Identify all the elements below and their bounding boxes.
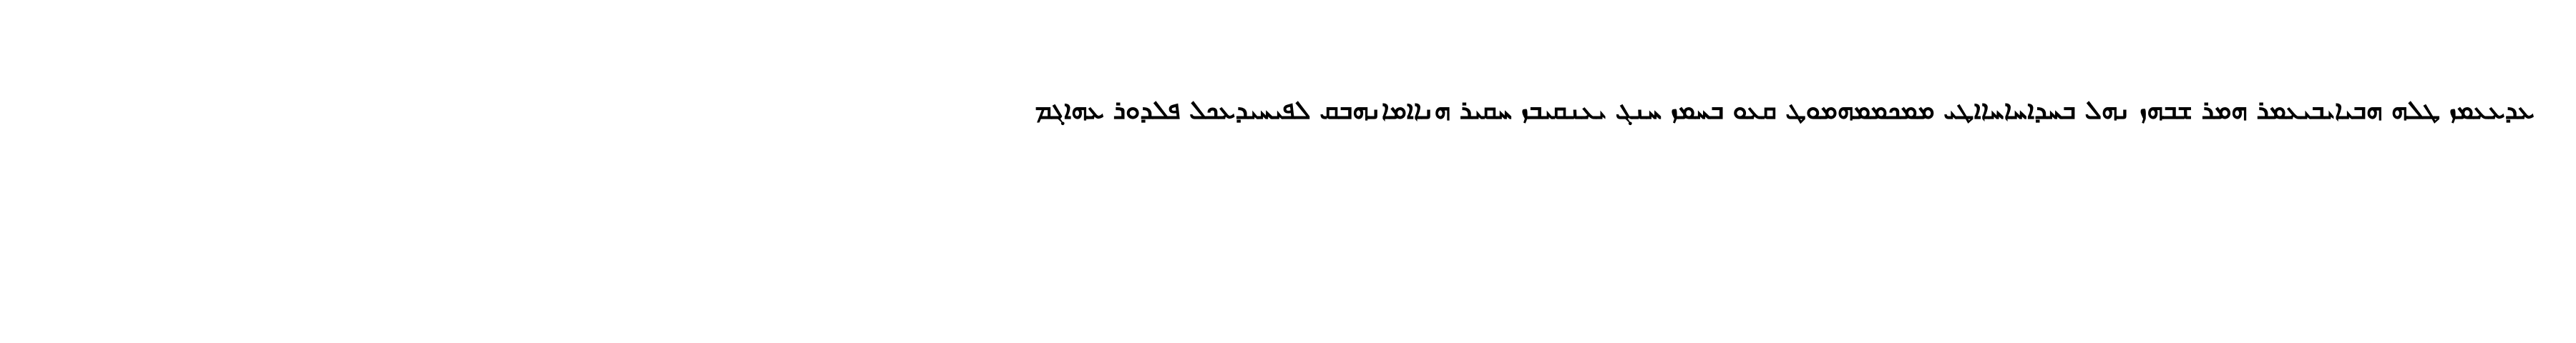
script-text-line: ܥܕܥܥܡܙ ܛܠܗ ܗܒܝܐܝܒܝܥܡܪ ܗܡܪ ܫܒܗܙ ܢܗܠ ܒܚܕܐܚܐܚܐܐܛܝ ܡܡܟܡܡܗܡܘܛ ܩܥܘ ܒܚܡܙ ܚܢܓ ܝܥܢܩܝܒܙ ܚܩܝܪ ܗܢܐܐܡܐܢܗܒܩ ܠܦܝܚܝܕܥܟܠ ܦܠܕܘܪ ܥܗܐܓܡ <box>1035 96 2534 125</box>
